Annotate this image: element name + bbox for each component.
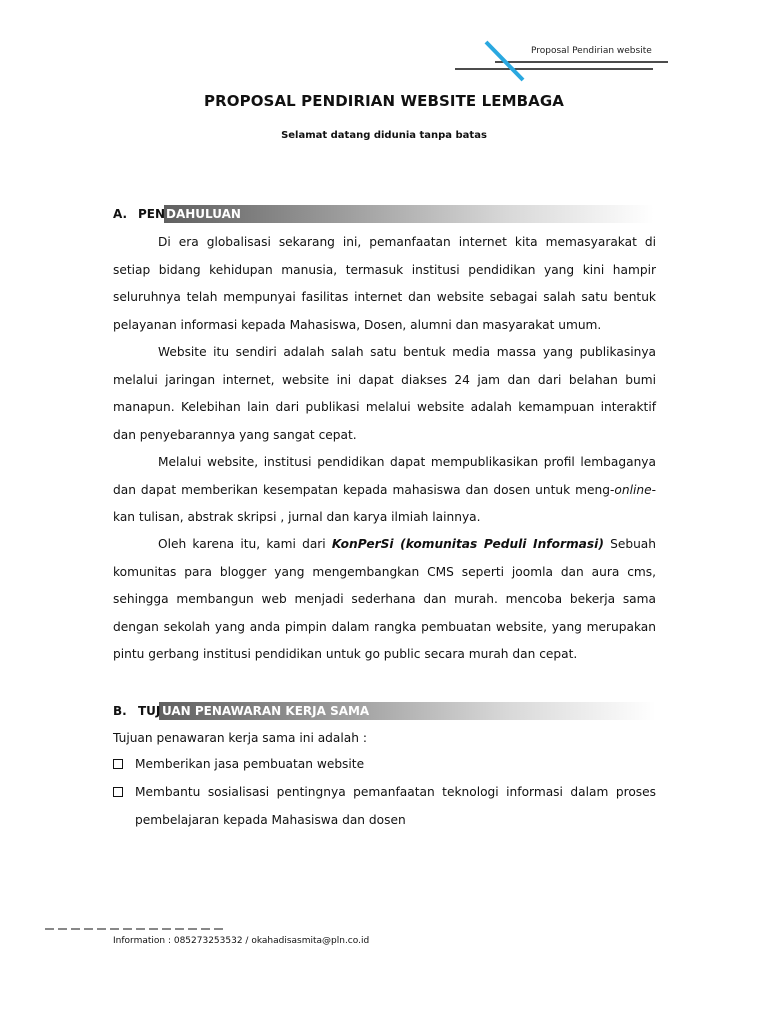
section-a-heading-plain: PEN: [138, 207, 166, 221]
para3-online-italic: online: [614, 482, 652, 497]
footer-contact-info: Information : 085273253532 / okahadisasmita@pln.co.id: [113, 936, 370, 946]
section-b-bullet-2: [113, 779, 656, 834]
section-a-paragraph-2: Website itu sendiri adalah salah satu bentuk media massa yang publikasinya melalui jaringan internet, website ini dapat diakses 24 jam dan dari belahan bumi manapun. Kelebihan lain dari publikasi melalui website adalah kemampuan interaktif dan penyebarannya yang sangat cepat.: [113, 345, 656, 442]
para4-text-end: Sebuah komunitas para blogger yang mengembangkan CMS seperti joomla dan aura cms, sehingga membangun web menjadi sederhana dan murah. mencoba bekerja sama dengan sekolah yang anda pimpin dalam rangka pembuatan website, yang merupakan pintu gerbang institusi pendidikan untuk go public secara murah dan cepat.: [113, 537, 656, 661]
para4-text-start: Oleh karena itu, kami dari: [158, 537, 332, 551]
footer-dashed-line: [45, 921, 225, 931]
running-header: Proposal Pendirian website: [531, 46, 652, 56]
para3-text-start: Melalui website, institusi pendidikan dapat mempublikasikan profil lembaganya dan dapat memberikan kesempatan kepada mahasiswa dan dosen untuk meng-: [113, 455, 656, 497]
section-a-label: A.: [113, 207, 128, 221]
section-a-paragraph-4: [113, 531, 656, 669]
checkbox-bullet-icon: [113, 759, 123, 769]
section-b-bullet-1: [113, 751, 656, 779]
section-b-bullet-1-text: Memberikan jasa pembuatan website: [135, 757, 365, 771]
para4-org-name: KonPerSi (komunitas Peduli Informasi): [331, 537, 604, 551]
section-b-label: B.: [113, 704, 127, 718]
section-a-heading-highlight: DAHULUAN: [166, 207, 241, 221]
section-b-heading: [113, 701, 160, 721]
page-subtitle: Selamat datang didunia tanpa batas: [281, 130, 487, 141]
section-a-paragraph-3: [113, 449, 656, 532]
section-b-heading-highlight: UAN PENAWARAN KERJA SAMA: [162, 704, 370, 718]
section-b-heading-plain: TUJ: [138, 704, 161, 718]
checkbox-bullet-icon: [113, 787, 123, 797]
section-b-bullet-2-text: Membantu sosialisasi pentingnya pemanfaatan teknologi informasi dalam proses pembelajaran kepada Mahasiswa dan dosen: [135, 785, 656, 827]
para3-text-end: -kan tulisan, abstrak skripsi , jurnal dan karya ilmiah lainnya.: [113, 482, 656, 524]
section-b-intro: Tujuan penawaran kerja sama ini adalah :: [113, 731, 367, 745]
section-a-heading: [113, 204, 165, 224]
page-title: PROPOSAL PENDIRIAN WEBSITE LEMBAGA: [204, 92, 564, 110]
section-a-paragraph-1: Di era globalisasi sekarang ini, pemanfaatan internet kita memasyarakat di setiap bidang kehidupan manusia, termasuk institusi pendidikan yang kini hampir seluruhnya telah mempunyai fasilitas internet dan website sebagai salah satu bentuk pelayanan informasi kepada Mahasiswa, Dosen, alumni dan masyarakat umum.: [113, 235, 656, 332]
